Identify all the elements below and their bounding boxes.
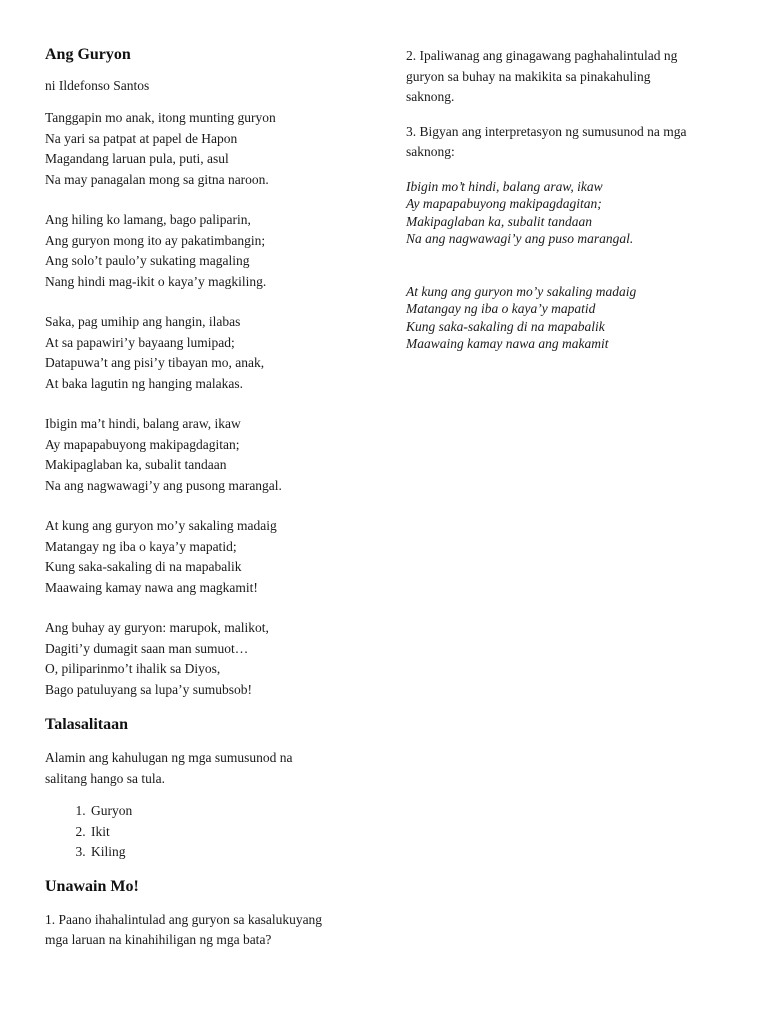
verse-line: Ang solo’t paulo’y sukating magaling xyxy=(45,253,250,268)
verse-line: Na yari sa patpat at papel de Hapon xyxy=(45,130,238,146)
verse-line: Datapuwa’t ang pisi’y tibayan mo, anak, xyxy=(45,355,265,370)
verse-line: Ang buhay ay guryon: marupok, malikot, xyxy=(45,620,269,635)
verse-line: Ay mapapabuyong makipagdagitan; xyxy=(45,436,240,452)
verse-line: Bago patuluyang sa lupa’y sumubsob! xyxy=(45,681,252,697)
verse-line: Tanggapin mo anak, itong munting guryon xyxy=(45,110,276,125)
verse-line: Na ang nagwawagi’y ang pusong marangal. xyxy=(45,477,282,493)
stanza-2 xyxy=(45,210,365,292)
verse-line: Saka, pag umihip ang hangin, ilabas xyxy=(45,314,241,329)
verse-line: Maawaing kamay nawa ang magkamit! xyxy=(45,579,258,595)
verse-line: Ang guryon mong ito ay pakatimbangin; xyxy=(45,232,266,248)
verse-line: Nang hindi mag-ikit o kaya’y magkiling. xyxy=(45,273,267,289)
poem-author: ni Ildefonso Santos xyxy=(45,78,150,93)
verse-line: Ang hiling ko lamang, bago paliparin, xyxy=(45,212,251,227)
stanza-1 xyxy=(45,108,365,190)
verse-line: Ibigin ma’t hindi, balang araw, ikaw xyxy=(45,416,241,431)
stanza-3 xyxy=(45,312,365,394)
left-column xyxy=(45,46,365,951)
verse-line: Maawaing kamay nawa ang makamit xyxy=(406,336,609,351)
verse-line: At kung ang guryon mo’y sakaling madaig xyxy=(45,518,277,533)
stanza-4 xyxy=(45,414,365,496)
question-1: 1. Paano ihahalintulad ang guryon sa kasalukuyang mga laruan na kinahihiligan ng mga bata? xyxy=(45,911,323,947)
unawain-heading: Unawain Mo! xyxy=(45,877,139,895)
verse-line: Makipaglaban ka, subalit tandaan xyxy=(406,213,592,229)
verse-line: Dagiti’y dumagit saan man sumuot… xyxy=(45,640,249,656)
verse-line: Kung saka-sakaling di na mapabalik xyxy=(45,559,242,574)
verse-line: Makipaglaban ka, subalit tandaan xyxy=(45,457,227,472)
question-2: 2. Ipaliwanag ang ginagawang paghahalintulad ng guryon sa buhay na makikita sa pinakahuling saknong. xyxy=(406,48,678,104)
list-item: 2. Ikit xyxy=(89,822,365,843)
stanza-6 xyxy=(45,618,365,700)
verse-line: At baka lagutin ng hanging malakas. xyxy=(45,375,243,391)
quoted-stanza-1 xyxy=(406,178,736,248)
poem-title: Ang Guryon xyxy=(45,46,131,63)
verse-line: Magandang laruan pula, puti, asul xyxy=(45,151,229,166)
question-3: 3. Bigyan ang interpretasyon ng sumusunod na mga saknong: xyxy=(406,123,687,159)
verse-line: Ay mapapabuyong makipagdagitan; xyxy=(406,196,602,211)
talasalitaan-heading: Talasalitaan xyxy=(45,716,128,733)
list-item: 1. Guryon xyxy=(89,801,365,822)
verse-line: At sa papawiri’y bayaang lumipad; xyxy=(45,334,235,350)
quoted-stanza-2 xyxy=(406,283,736,353)
stanza-5 xyxy=(45,516,365,598)
verse-line: Kung saka-sakaling di na mapabalik xyxy=(406,318,605,334)
list-item: 3. Kiling xyxy=(89,842,365,863)
verse-line: O, piliparinmo’t ihalik sa Diyos, xyxy=(45,661,221,676)
verse-line: Na may panagalan mong sa gitna naroon. xyxy=(45,171,269,187)
vocabulary-list xyxy=(45,801,365,863)
verse-line: Matangay ng iba o kaya’y mapatid; xyxy=(45,538,237,554)
verse-line: At kung ang guryon mo’y sakaling madaig xyxy=(406,283,637,299)
talasalitaan-intro: Alamin ang kahulugan ng mga sumusunod na salitang hango sa tula. xyxy=(45,750,293,786)
verse-line: Na ang nagwawagi’y ang puso marangal. xyxy=(406,231,634,246)
verse-line: Matangay ng iba o kaya’y mapatid xyxy=(406,301,596,316)
right-column xyxy=(406,46,736,353)
verse-line: Ibigin mo’t hindi, balang araw, ikaw xyxy=(406,178,603,194)
